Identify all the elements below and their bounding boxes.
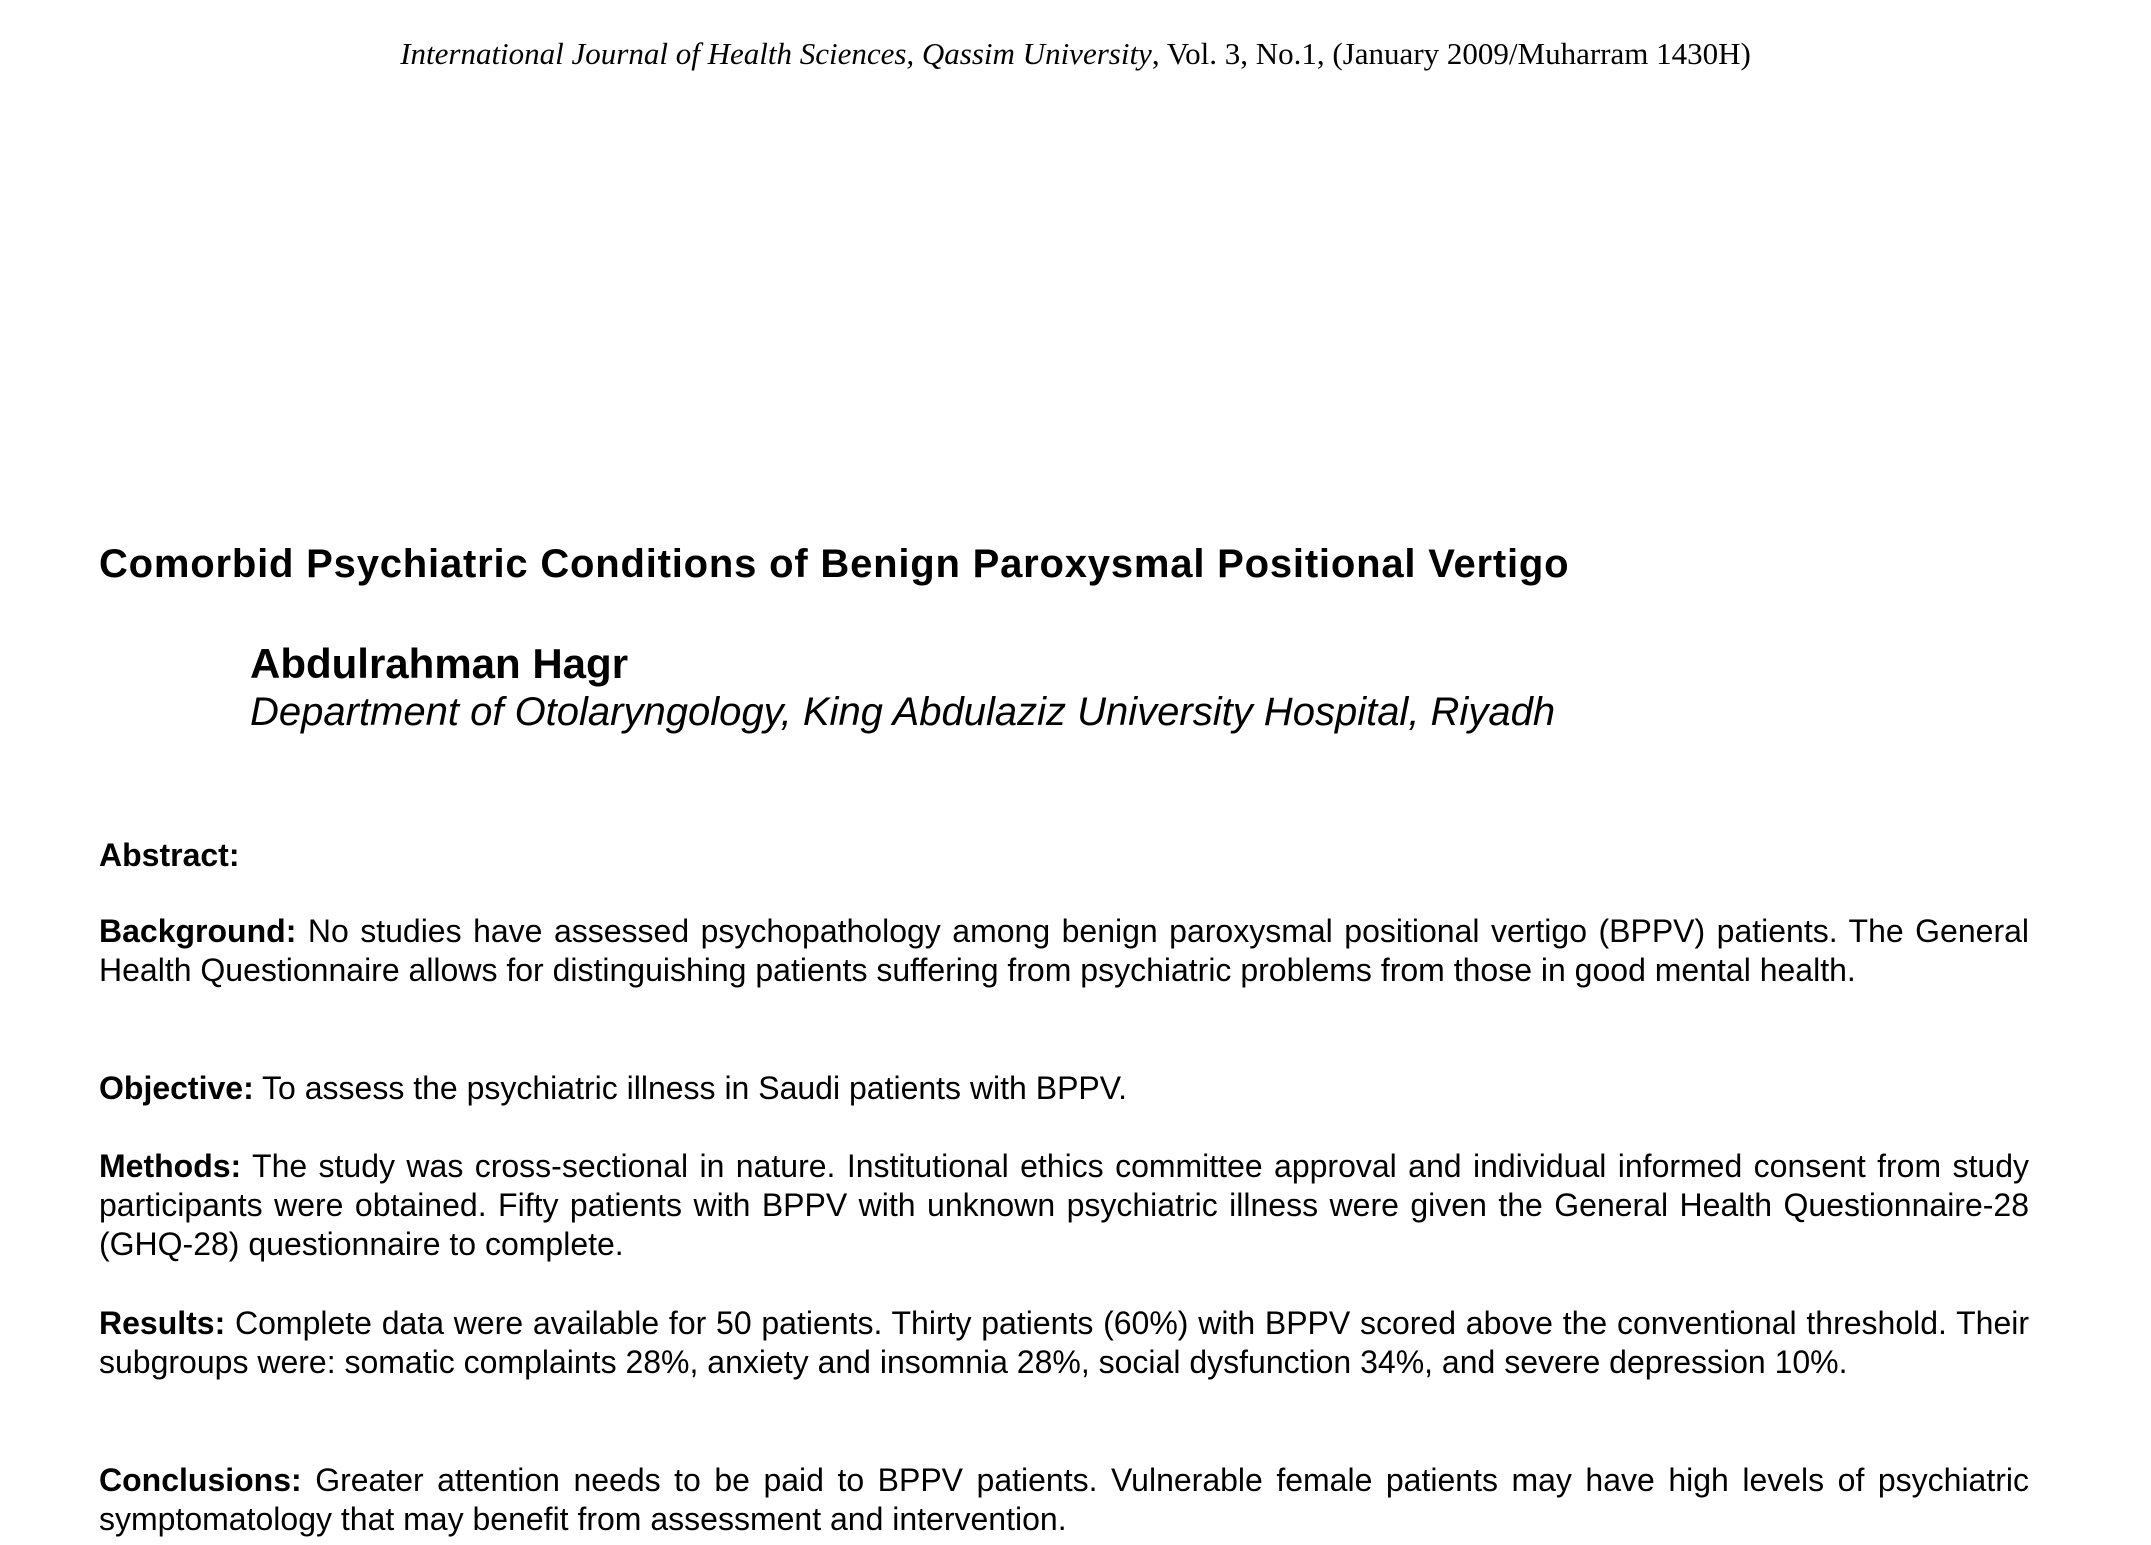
abstract-conclusions: [99, 1461, 2029, 1539]
objective-text: To assess the psychiatric illness in Saudi patients with BPPV.: [262, 1070, 1128, 1106]
abstract-objective: [99, 1069, 2029, 1108]
journal-header: [0, 36, 2151, 72]
article-title: Comorbid Psychiatric Conditions of Benign Paroxysmal Positional Vertigo: [99, 542, 1570, 586]
abstract-results: [99, 1304, 2029, 1382]
issue-info: , Vol. 3, No.1, (January 2009/Muharram 1430H): [1151, 36, 1751, 71]
journal-name: International Journal of Health Sciences, Qassim University: [400, 36, 1152, 71]
background-label: Background:: [99, 913, 297, 949]
abstract-background: [99, 912, 2029, 990]
results-label: Results:: [99, 1305, 226, 1341]
methods-label: Methods:: [99, 1148, 242, 1184]
objective-label: Objective:: [99, 1070, 254, 1106]
methods-text: The study was cross-sectional in nature. Institutional ethics committee approval and individual informed consent from study participants were obtained. Fifty patients with BPPV with unknown psychiatric illness were given the General Health Questionnaire-28 (GHQ-28) questionnaire to complete.: [99, 1148, 2030, 1262]
results-text: Complete data were available for 50 patients. Thirty patients (60%) with BPPV scored above the conventional threshold. Their subgroups were: somatic complaints 28%, anxiety and insomnia 28%, social dysfunction 34%, and severe depression 10%.: [99, 1305, 2030, 1380]
background-text: No studies have assessed psychopathology among benign paroxysmal positional vertigo (BPPV) patients. The General Health Questionnaire allows for distinguishing patients suffering from psychiatric problems from those in good mental health.: [99, 913, 2030, 988]
abstract-methods: [99, 1147, 2029, 1264]
conclusions-text: Greater attention needs to be paid to BPPV patients. Vulnerable female patients may have high levels of psychiatric symptomatology that may benefit from assessment and intervention.: [99, 1462, 2030, 1537]
conclusions-label: Conclusions:: [99, 1462, 302, 1498]
author-affiliation: Department of Otolaryngology, King Abdulaziz University Hospital, Riyadh: [250, 690, 1556, 734]
author-name: Abdulrahman Hagr: [250, 640, 629, 687]
abstract-heading: Abstract:: [99, 837, 240, 873]
